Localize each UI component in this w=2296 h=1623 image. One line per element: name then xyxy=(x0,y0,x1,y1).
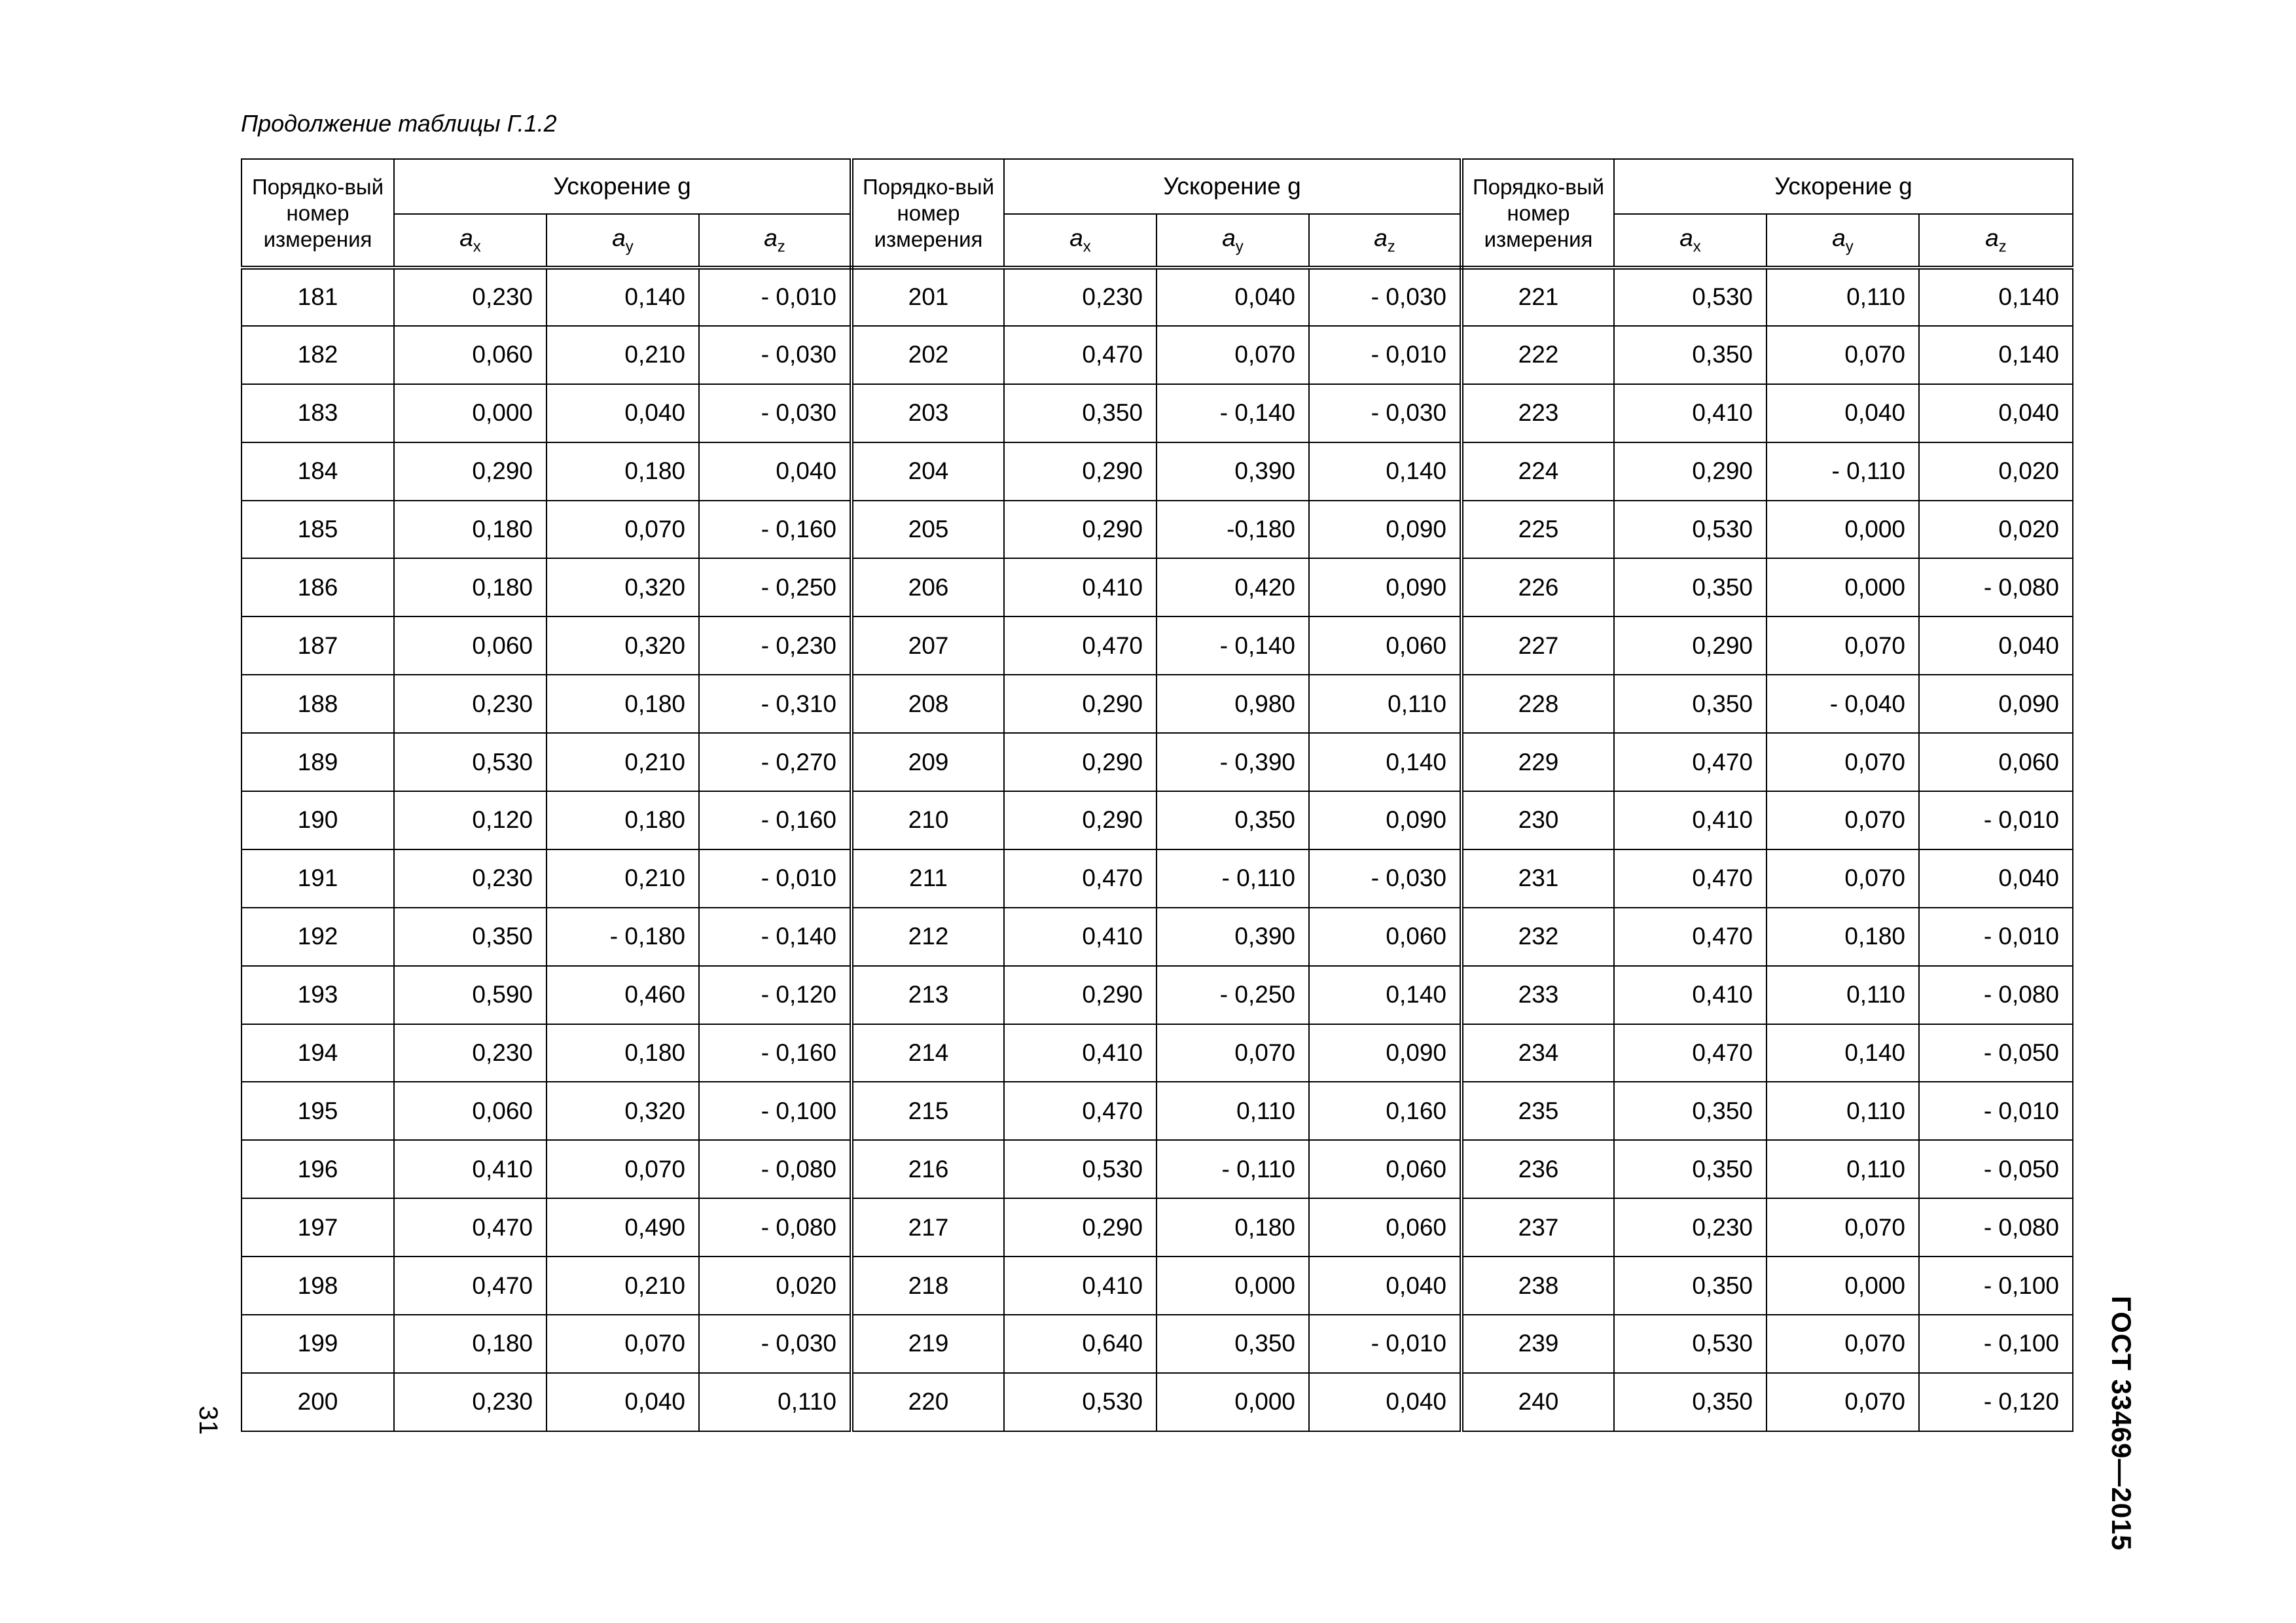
acceleration-value-cell: 0,090 xyxy=(1919,675,2073,733)
measurement-number-cell: 227 xyxy=(1462,616,1614,675)
acceleration-value-cell: 0,210 xyxy=(547,326,699,384)
acceleration-value-cell: 0,070 xyxy=(1767,326,1919,384)
acceleration-value-cell: 0,110 xyxy=(1157,1082,1309,1140)
ay-header: $a_y$ xyxy=(547,214,699,268)
acceleration-value-cell: - 0,040 xyxy=(1767,675,1919,733)
table-row xyxy=(242,791,2073,849)
acceleration-value-cell: - 0,080 xyxy=(1919,966,2073,1024)
acceleration-value-cell: 0,470 xyxy=(1004,1082,1157,1140)
acceleration-value-cell: 0,350 xyxy=(1157,791,1309,849)
measurement-number-cell: 194 xyxy=(242,1024,394,1082)
measurement-number-cell: 200 xyxy=(242,1373,394,1431)
acceleration-value-cell: 0,110 xyxy=(1767,966,1919,1024)
acceleration-value-cell: 0,320 xyxy=(547,616,699,675)
acceleration-value-cell: - 0,100 xyxy=(699,1082,852,1140)
acceleration-value-cell: 0,530 xyxy=(1614,268,1767,326)
acceleration-value-cell: 0,040 xyxy=(1157,268,1309,326)
measurement-number-cell: 218 xyxy=(852,1257,1004,1315)
measurement-number-cell: 191 xyxy=(242,849,394,908)
acceleration-value-cell: 0,470 xyxy=(1614,733,1767,791)
ay-header: $a_y$ xyxy=(1767,214,1919,268)
acceleration-value-cell: - 0,030 xyxy=(1309,268,1462,326)
table-row xyxy=(242,616,2073,675)
measurement-number-cell: 232 xyxy=(1462,908,1614,966)
acceleration-value-cell: 0,390 xyxy=(1157,908,1309,966)
measurement-number-cell: 198 xyxy=(242,1257,394,1315)
measurement-number-cell: 233 xyxy=(1462,966,1614,1024)
measurement-number-cell: 199 xyxy=(242,1315,394,1373)
table-caption: Продолжение таблицы Г.1.2 xyxy=(241,110,557,137)
acceleration-value-cell: - 0,180 xyxy=(547,908,699,966)
page-number: 31 xyxy=(194,1406,223,1435)
acceleration-value-cell: - 0,010 xyxy=(1309,326,1462,384)
acceleration-value-cell: 0,000 xyxy=(1157,1257,1309,1315)
measurement-number-cell: 225 xyxy=(1462,501,1614,559)
acceleration-value-cell: - 0,160 xyxy=(699,501,852,559)
acceleration-value-cell: 0,410 xyxy=(394,1140,547,1198)
acceleration-value-cell: - 0,010 xyxy=(699,849,852,908)
acceleration-value-cell: 0,090 xyxy=(1309,791,1462,849)
acceleration-value-cell: - 0,270 xyxy=(699,733,852,791)
acceleration-value-cell: - 0,010 xyxy=(1919,1082,2073,1140)
measurement-number-cell: 213 xyxy=(852,966,1004,1024)
measurement-number-cell: 203 xyxy=(852,384,1004,442)
table-row xyxy=(242,558,2073,616)
acceleration-value-cell: - 0,050 xyxy=(1919,1024,2073,1082)
acceleration-value-cell: 0,070 xyxy=(547,1140,699,1198)
acceleration-table xyxy=(241,158,2073,1432)
acceleration-value-cell: 0,070 xyxy=(1157,1024,1309,1082)
acceleration-value-cell: - 0,030 xyxy=(699,384,852,442)
measurement-number-cell: 216 xyxy=(852,1140,1004,1198)
acceleration-value-cell: 0,000 xyxy=(1157,1373,1309,1431)
acceleration-value-cell: 0,040 xyxy=(547,1373,699,1431)
acceleration-value-cell: 0,640 xyxy=(1004,1315,1157,1373)
measurement-number-cell: 226 xyxy=(1462,558,1614,616)
acceleration-value-cell: 0,230 xyxy=(1004,268,1157,326)
acceleration-value-cell: 0,020 xyxy=(1919,442,2073,501)
acceleration-value-cell: - 0,120 xyxy=(699,966,852,1024)
acceleration-value-cell: 0,140 xyxy=(1919,326,2073,384)
acceleration-value-cell: 0,060 xyxy=(1309,908,1462,966)
measurement-number-cell: 235 xyxy=(1462,1082,1614,1140)
acceleration-value-cell: 0,000 xyxy=(1767,501,1919,559)
acceleration-value-cell: 0,000 xyxy=(1767,558,1919,616)
acceleration-value-cell: 0,090 xyxy=(1309,558,1462,616)
acceleration-value-cell: 0,350 xyxy=(1614,1082,1767,1140)
acceleration-value-cell: 0,290 xyxy=(1614,442,1767,501)
acceleration-value-cell: 0,040 xyxy=(1919,384,2073,442)
accel-header: Ускорение g xyxy=(1614,159,2073,214)
acceleration-value-cell: - 0,080 xyxy=(699,1140,852,1198)
acceleration-value-cell: 0,110 xyxy=(699,1373,852,1431)
table-row xyxy=(242,908,2073,966)
measurement-number-cell: 186 xyxy=(242,558,394,616)
measurement-number-cell: 228 xyxy=(1462,675,1614,733)
acceleration-value-cell: 0,420 xyxy=(1157,558,1309,616)
acceleration-value-cell: 0,290 xyxy=(1614,616,1767,675)
acceleration-value-cell: 0,350 xyxy=(394,908,547,966)
table-row xyxy=(242,1024,2073,1082)
measurement-number-cell: 221 xyxy=(1462,268,1614,326)
acceleration-value-cell: 0,230 xyxy=(394,268,547,326)
acceleration-value-cell: 0,410 xyxy=(1004,1257,1157,1315)
table-row xyxy=(242,966,2073,1024)
acceleration-value-cell: 0,110 xyxy=(1767,268,1919,326)
acceleration-value-cell: 0,000 xyxy=(1767,1257,1919,1315)
acceleration-value-cell: 0,290 xyxy=(1004,733,1157,791)
acceleration-value-cell: 0,060 xyxy=(394,616,547,675)
table-row xyxy=(242,849,2073,908)
measurement-number-cell: 239 xyxy=(1462,1315,1614,1373)
acceleration-value-cell: 0,350 xyxy=(1157,1315,1309,1373)
acceleration-value-cell: 0,230 xyxy=(394,849,547,908)
table-row xyxy=(242,1198,2073,1257)
measurement-number-cell: 220 xyxy=(852,1373,1004,1431)
measurement-number-cell: 211 xyxy=(852,849,1004,908)
measurement-number-cell: 185 xyxy=(242,501,394,559)
measurement-number-cell: 204 xyxy=(852,442,1004,501)
acceleration-value-cell: 0,020 xyxy=(1919,501,2073,559)
acceleration-value-cell: - 0,140 xyxy=(699,908,852,966)
acceleration-value-cell: 0,470 xyxy=(1004,849,1157,908)
acceleration-value-cell: 0,230 xyxy=(394,1024,547,1082)
acceleration-value-cell: 0,040 xyxy=(1309,1257,1462,1315)
acceleration-value-cell: 0,070 xyxy=(1157,326,1309,384)
acceleration-value-cell: 0,140 xyxy=(1309,966,1462,1024)
acceleration-value-cell: 0,290 xyxy=(1004,501,1157,559)
az-header: $a_z$ xyxy=(699,214,852,268)
acceleration-value-cell: 0,470 xyxy=(1614,908,1767,966)
acceleration-value-cell: - 0,120 xyxy=(1919,1373,2073,1431)
acceleration-value-cell: 0,180 xyxy=(547,791,699,849)
header-row xyxy=(242,159,2073,214)
acceleration-value-cell: 0,060 xyxy=(1919,733,2073,791)
acceleration-value-cell: 0,460 xyxy=(547,966,699,1024)
acceleration-value-cell: 0,210 xyxy=(547,733,699,791)
acceleration-value-cell: 0,530 xyxy=(1614,501,1767,559)
acceleration-value-cell: 0,180 xyxy=(547,675,699,733)
acceleration-value-cell: 0,000 xyxy=(394,384,547,442)
acceleration-value-cell: - 0,010 xyxy=(699,268,852,326)
acceleration-value-cell: - 0,010 xyxy=(1919,908,2073,966)
acceleration-value-cell: - 0,080 xyxy=(699,1198,852,1257)
acceleration-value-cell: 0,290 xyxy=(394,442,547,501)
acceleration-value-cell: 0,070 xyxy=(1767,1373,1919,1431)
acceleration-value-cell: 0,410 xyxy=(1004,1024,1157,1082)
acceleration-value-cell: 0,210 xyxy=(547,1257,699,1315)
acceleration-value-cell: - 0,080 xyxy=(1919,1198,2073,1257)
acceleration-value-cell: 0,470 xyxy=(1004,326,1157,384)
ax-header: $a_x$ xyxy=(394,214,547,268)
acceleration-value-cell: 0,040 xyxy=(1919,849,2073,908)
acceleration-value-cell: 0,110 xyxy=(1767,1082,1919,1140)
measurement-number-cell: 236 xyxy=(1462,1140,1614,1198)
acceleration-value-cell: 0,470 xyxy=(394,1198,547,1257)
acceleration-value-cell: 0,290 xyxy=(1004,675,1157,733)
acceleration-value-cell: 0,350 xyxy=(1614,675,1767,733)
ay-header: $a_y$ xyxy=(1157,214,1309,268)
measurement-number-cell: 240 xyxy=(1462,1373,1614,1431)
acceleration-value-cell: - 0,030 xyxy=(1309,384,1462,442)
acceleration-value-cell: 0,060 xyxy=(394,1082,547,1140)
measurement-number-cell: 201 xyxy=(852,268,1004,326)
acceleration-value-cell: 0,470 xyxy=(1614,849,1767,908)
acceleration-value-cell: 0,410 xyxy=(1614,384,1767,442)
table-row xyxy=(242,1257,2073,1315)
acceleration-value-cell: 0,070 xyxy=(547,1315,699,1373)
acceleration-value-cell: 0,410 xyxy=(1004,908,1157,966)
acceleration-value-cell: 0,070 xyxy=(1767,849,1919,908)
acceleration-value-cell: 0,530 xyxy=(1004,1140,1157,1198)
acceleration-value-cell: 0,230 xyxy=(1614,1198,1767,1257)
acceleration-value-cell: 0,180 xyxy=(547,442,699,501)
accel-header: Ускорение g xyxy=(1004,159,1462,214)
table-row xyxy=(242,384,2073,442)
acceleration-value-cell: 0,590 xyxy=(394,966,547,1024)
table-row xyxy=(242,1140,2073,1198)
acceleration-value-cell: 0,060 xyxy=(1309,1140,1462,1198)
acceleration-value-cell: 0,470 xyxy=(1614,1024,1767,1082)
table-row xyxy=(242,442,2073,501)
acceleration-value-cell: 0,350 xyxy=(1004,384,1157,442)
measurement-number-cell: 187 xyxy=(242,616,394,675)
acceleration-value-cell: 0,410 xyxy=(1614,966,1767,1024)
measurement-number-cell: 217 xyxy=(852,1198,1004,1257)
acceleration-value-cell: 0,390 xyxy=(1157,442,1309,501)
measurement-number-cell: 223 xyxy=(1462,384,1614,442)
table-row xyxy=(242,501,2073,559)
acceleration-value-cell: 0,350 xyxy=(1614,1373,1767,1431)
table-body xyxy=(242,268,2073,1431)
acceleration-value-cell: - 0,230 xyxy=(699,616,852,675)
az-header: $a_z$ xyxy=(1919,214,2073,268)
acceleration-value-cell: 0,090 xyxy=(1309,501,1462,559)
acceleration-value-cell: 0,290 xyxy=(1004,442,1157,501)
table-row xyxy=(242,675,2073,733)
acceleration-value-cell: - 0,160 xyxy=(699,1024,852,1082)
acceleration-value-cell: 0,230 xyxy=(394,1373,547,1431)
measurement-number-cell: 182 xyxy=(242,326,394,384)
measurement-number-cell: 224 xyxy=(1462,442,1614,501)
acceleration-value-cell: - 0,030 xyxy=(699,1315,852,1373)
measurement-number-cell: 202 xyxy=(852,326,1004,384)
measurement-number-cell: 215 xyxy=(852,1082,1004,1140)
measurement-number-cell: 229 xyxy=(1462,733,1614,791)
acceleration-value-cell: 0,180 xyxy=(394,1315,547,1373)
acceleration-value-cell: 0,210 xyxy=(547,849,699,908)
acceleration-value-cell: 0,180 xyxy=(394,501,547,559)
table-row xyxy=(242,1082,2073,1140)
acceleration-value-cell: - 0,100 xyxy=(1919,1315,2073,1373)
measurement-number-cell: 207 xyxy=(852,616,1004,675)
acceleration-value-cell: 0,070 xyxy=(1767,616,1919,675)
measurement-number-cell: 188 xyxy=(242,675,394,733)
acceleration-value-cell: 0,350 xyxy=(1614,1140,1767,1198)
measurement-number-cell: 190 xyxy=(242,791,394,849)
measurement-number-cell: 222 xyxy=(1462,326,1614,384)
measurement-number-cell: 210 xyxy=(852,791,1004,849)
measurement-number-cell: 181 xyxy=(242,268,394,326)
acceleration-value-cell: 0,490 xyxy=(547,1198,699,1257)
acceleration-value-cell: 0,040 xyxy=(1919,616,2073,675)
acceleration-value-cell: 0,040 xyxy=(1767,384,1919,442)
acceleration-value-cell: 0,290 xyxy=(1004,1198,1157,1257)
acceleration-value-cell: 0,410 xyxy=(1614,791,1767,849)
acceleration-value-cell: 0,980 xyxy=(1157,675,1309,733)
measurement-number-cell: 183 xyxy=(242,384,394,442)
acceleration-value-cell: 0,350 xyxy=(1614,1257,1767,1315)
acceleration-value-cell: 0,070 xyxy=(1767,733,1919,791)
measurement-number-cell: 184 xyxy=(242,442,394,501)
measurement-number-cell: 193 xyxy=(242,966,394,1024)
acceleration-value-cell: - 0,110 xyxy=(1157,1140,1309,1198)
acceleration-value-cell: 0,530 xyxy=(1614,1315,1767,1373)
acceleration-value-cell: 0,320 xyxy=(547,1082,699,1140)
number-header: Порядко-вый номер измерения xyxy=(852,159,1004,268)
subheader-row xyxy=(242,214,2073,268)
acceleration-value-cell: 0,070 xyxy=(1767,1315,1919,1373)
measurement-number-cell: 192 xyxy=(242,908,394,966)
acceleration-value-cell: 0,290 xyxy=(1004,791,1157,849)
acceleration-value-cell: - 0,140 xyxy=(1157,384,1309,442)
acceleration-value-cell: 0,160 xyxy=(1309,1082,1462,1140)
acceleration-value-cell: - 0,160 xyxy=(699,791,852,849)
acceleration-value-cell: - 0,250 xyxy=(1157,966,1309,1024)
acceleration-value-cell: - 0,030 xyxy=(699,326,852,384)
measurement-number-cell: 234 xyxy=(1462,1024,1614,1082)
measurement-number-cell: 231 xyxy=(1462,849,1614,908)
acceleration-value-cell: 0,180 xyxy=(394,558,547,616)
acceleration-value-cell: - 0,030 xyxy=(1309,849,1462,908)
acceleration-value-cell: - 0,140 xyxy=(1157,616,1309,675)
acceleration-value-cell: - 0,110 xyxy=(1157,849,1309,908)
measurement-number-cell: 189 xyxy=(242,733,394,791)
acceleration-value-cell: 0,530 xyxy=(394,733,547,791)
acceleration-value-cell: -0,180 xyxy=(1157,501,1309,559)
acceleration-value-cell: - 0,310 xyxy=(699,675,852,733)
acceleration-value-cell: 0,230 xyxy=(394,675,547,733)
acceleration-value-cell: - 0,100 xyxy=(1919,1257,2073,1315)
acceleration-value-cell: 0,180 xyxy=(1157,1198,1309,1257)
acceleration-value-cell: 0,070 xyxy=(547,501,699,559)
acceleration-value-cell: 0,020 xyxy=(699,1257,852,1315)
acceleration-value-cell: 0,470 xyxy=(394,1257,547,1315)
acceleration-value-cell: - 0,110 xyxy=(1767,442,1919,501)
acceleration-value-cell: 0,110 xyxy=(1309,675,1462,733)
measurement-number-cell: 209 xyxy=(852,733,1004,791)
table-row xyxy=(242,268,2073,326)
acceleration-value-cell: 0,060 xyxy=(1309,1198,1462,1257)
measurement-number-cell: 238 xyxy=(1462,1257,1614,1315)
measurement-number-cell: 208 xyxy=(852,675,1004,733)
acceleration-value-cell: 0,320 xyxy=(547,558,699,616)
acceleration-value-cell: 0,140 xyxy=(1767,1024,1919,1082)
acceleration-value-cell: 0,290 xyxy=(1004,966,1157,1024)
acceleration-value-cell: 0,060 xyxy=(394,326,547,384)
acceleration-value-cell: 0,110 xyxy=(1767,1140,1919,1198)
measurement-number-cell: 214 xyxy=(852,1024,1004,1082)
acceleration-value-cell: 0,140 xyxy=(547,268,699,326)
acceleration-value-cell: 0,070 xyxy=(1767,791,1919,849)
acceleration-value-cell: 0,140 xyxy=(1309,733,1462,791)
acceleration-value-cell: 0,470 xyxy=(1004,616,1157,675)
acceleration-value-cell: - 0,010 xyxy=(1309,1315,1462,1373)
acceleration-value-cell: 0,140 xyxy=(1309,442,1462,501)
acceleration-value-cell: 0,410 xyxy=(1004,558,1157,616)
az-header: $a_z$ xyxy=(1309,214,1462,268)
acceleration-value-cell: 0,070 xyxy=(1767,1198,1919,1257)
measurement-number-cell: 195 xyxy=(242,1082,394,1140)
acceleration-value-cell: 0,040 xyxy=(547,384,699,442)
acceleration-value-cell: - 0,390 xyxy=(1157,733,1309,791)
number-header: Порядко-вый номер измерения xyxy=(242,159,394,268)
measurement-number-cell: 206 xyxy=(852,558,1004,616)
measurement-number-cell: 196 xyxy=(242,1140,394,1198)
table-row xyxy=(242,326,2073,384)
accel-header: Ускорение g xyxy=(394,159,852,214)
measurement-number-cell: 230 xyxy=(1462,791,1614,849)
acceleration-value-cell: 0,090 xyxy=(1309,1024,1462,1082)
measurement-number-cell: 205 xyxy=(852,501,1004,559)
standard-designation: ГОСТ 33469—2015 xyxy=(2106,1296,2137,1551)
acceleration-value-cell: 0,350 xyxy=(1614,558,1767,616)
acceleration-value-cell: - 0,250 xyxy=(699,558,852,616)
table-row xyxy=(242,1315,2073,1373)
acceleration-value-cell: 0,120 xyxy=(394,791,547,849)
acceleration-value-cell: 0,350 xyxy=(1614,326,1767,384)
ax-header: $a_x$ xyxy=(1614,214,1767,268)
acceleration-value-cell: - 0,080 xyxy=(1919,558,2073,616)
table-row xyxy=(242,733,2073,791)
measurement-number-cell: 237 xyxy=(1462,1198,1614,1257)
measurement-number-cell: 212 xyxy=(852,908,1004,966)
ax-header: $a_x$ xyxy=(1004,214,1157,268)
acceleration-value-cell: 0,180 xyxy=(1767,908,1919,966)
number-header: Порядко-вый номер измерения xyxy=(1462,159,1614,268)
table-row xyxy=(242,1373,2073,1431)
acceleration-value-cell: 0,040 xyxy=(1309,1373,1462,1431)
acceleration-value-cell: 0,040 xyxy=(699,442,852,501)
acceleration-value-cell: - 0,050 xyxy=(1919,1140,2073,1198)
acceleration-value-cell: 0,060 xyxy=(1309,616,1462,675)
acceleration-value-cell: 0,140 xyxy=(1919,268,2073,326)
acceleration-value-cell: 0,530 xyxy=(1004,1373,1157,1431)
acceleration-value-cell: - 0,010 xyxy=(1919,791,2073,849)
acceleration-value-cell: 0,180 xyxy=(547,1024,699,1082)
measurement-number-cell: 219 xyxy=(852,1315,1004,1373)
measurement-number-cell: 197 xyxy=(242,1198,394,1257)
